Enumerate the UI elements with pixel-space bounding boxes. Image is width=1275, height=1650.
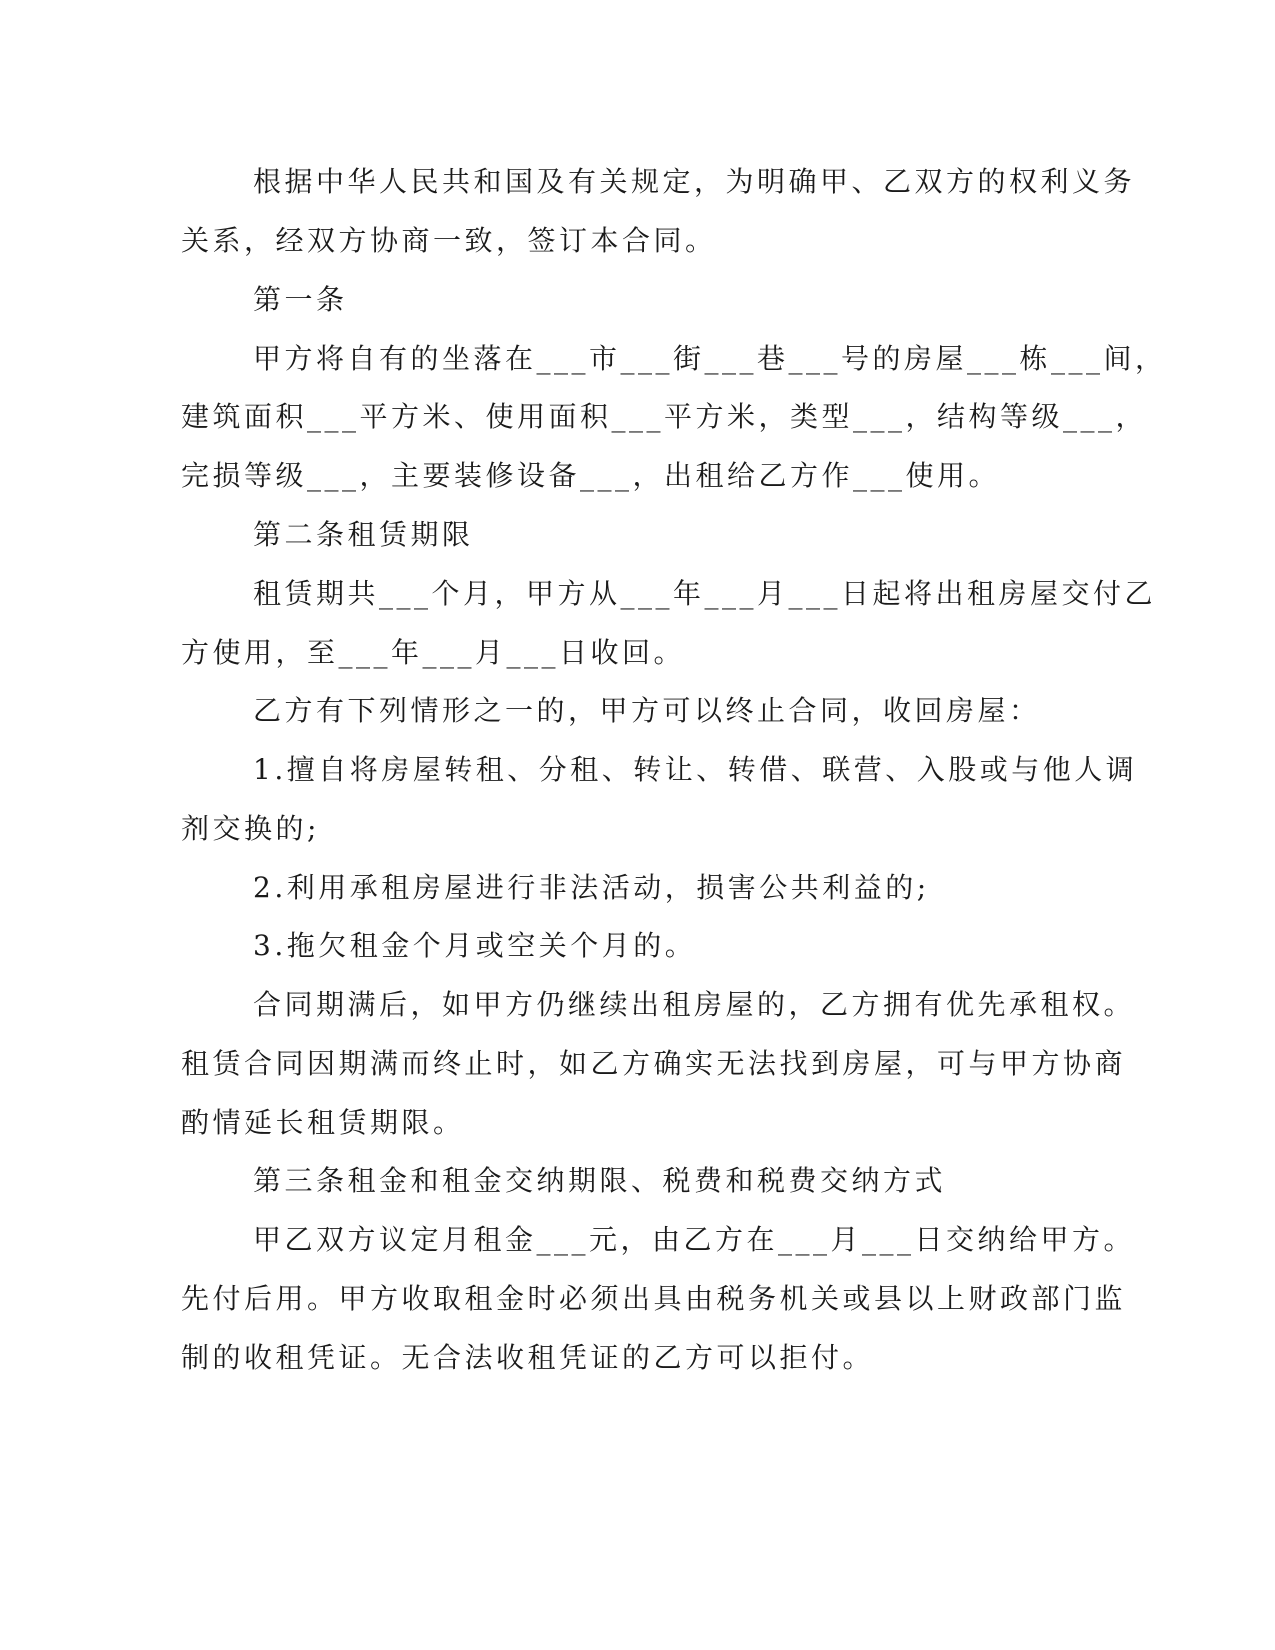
text-line: 根据中华人民共和国及有关规定，为明确甲、乙双方的权利义务	[253, 165, 1136, 198]
text-line: 合同期满后，如甲方仍继续出租房屋的，乙方拥有优先承租权。	[253, 988, 1136, 1021]
text-line: 建筑面积___平方米、使用面积___平方米，类型___，结构等级___，	[181, 400, 1148, 433]
list-item: 1.擅自将房屋转租、分租、转让、转借、联营、入股或与他人调	[253, 753, 1138, 786]
section-heading: 第一条	[253, 283, 348, 316]
text-line: 酌情延长租赁期限。	[181, 1106, 465, 1139]
text-line: 租赁期共___个月，甲方从___年___月___日起将出租房屋交付乙	[253, 577, 1157, 610]
text-line: 甲方将自有的坐落在___市___街___巷___号的房屋___栋___间，	[253, 342, 1167, 375]
list-item: 2.利用承租房屋进行非法活动，损害公共利益的;	[253, 871, 930, 904]
text-line: 先付后用。甲方收取租金时必须出具由税务机关或县以上财政部门监	[181, 1282, 1127, 1315]
text-line: 剂交换的;	[181, 812, 320, 845]
list-item: 3.拖欠租金个月或空关个月的。	[253, 929, 697, 962]
text-line: 甲乙双方议定月租金___元，由乙方在___月___日交纳给甲方。	[253, 1223, 1136, 1256]
text-line: 租赁合同因期满而终止时，如乙方确实无法找到房屋，可与甲方协商	[181, 1047, 1127, 1080]
text-line: 完损等级___，主要装修设备___，出租给乙方作___使用。	[181, 459, 1001, 492]
section-heading: 第三条租金和租金交纳期限、税费和税费交纳方式	[253, 1164, 947, 1197]
text-line: 制的收租凭证。无合法收租凭证的乙方可以拒付。	[181, 1341, 875, 1374]
section-heading: 第二条租赁期限	[253, 518, 474, 551]
text-line: 方使用，至___年___月___日收回。	[181, 636, 686, 669]
text-line: 关系，经双方协商一致，签订本合同。	[181, 224, 717, 257]
text-line: 乙方有下列情形之一的，甲方可以终止合同，收回房屋：	[253, 694, 1041, 727]
